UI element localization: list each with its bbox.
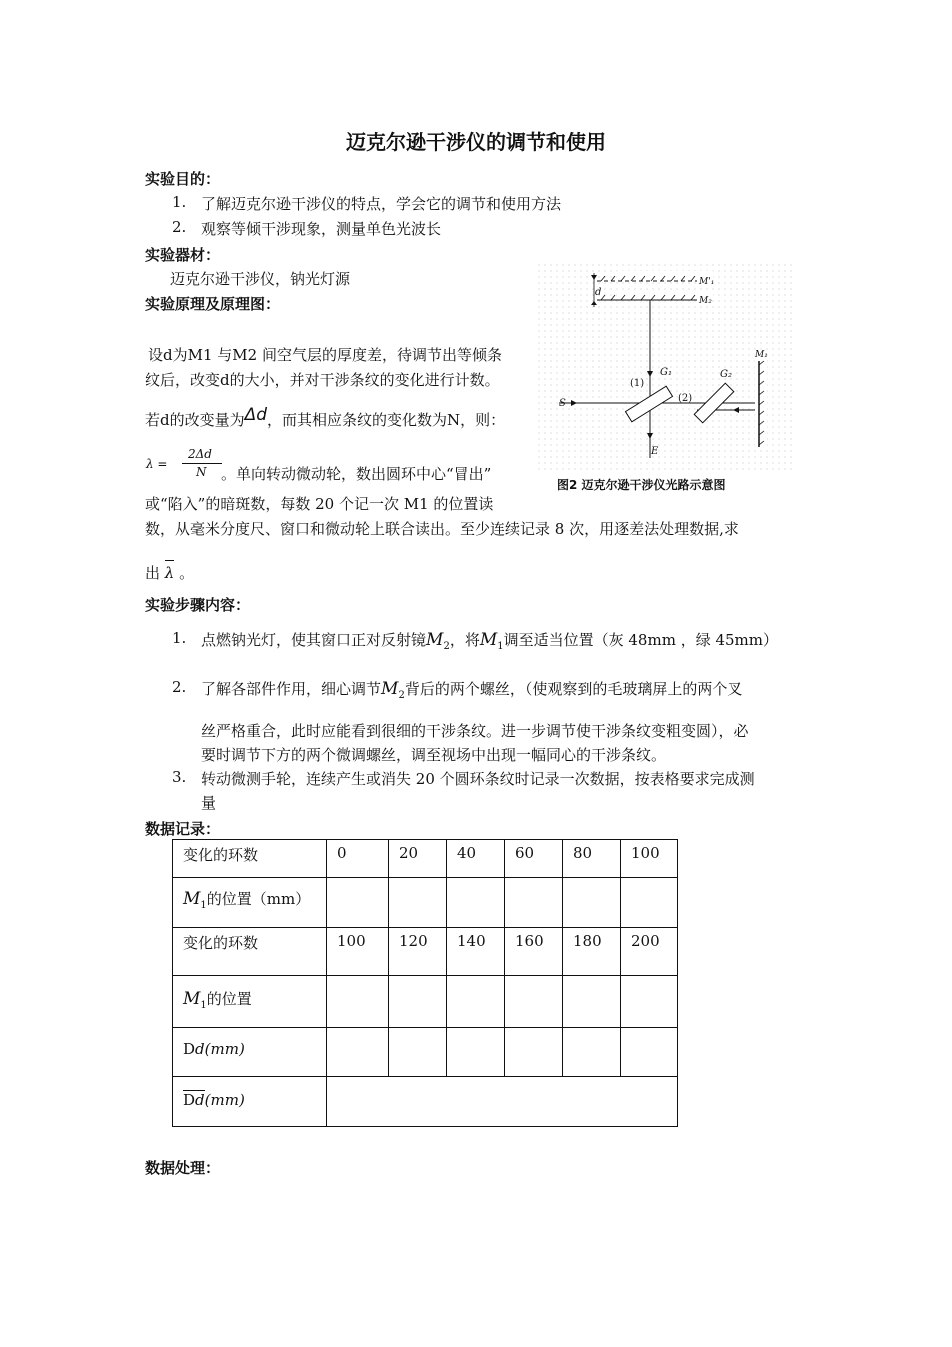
step-3-line-2: 量 bbox=[201, 794, 217, 812]
label-g2: G₂ bbox=[720, 369, 732, 380]
table-cell[interactable] bbox=[447, 976, 505, 1028]
purpose-item-2: 观察等倾干涉现象，测量单色光波长 bbox=[201, 220, 442, 238]
table-cell[interactable] bbox=[505, 878, 563, 928]
table-cell[interactable] bbox=[447, 878, 505, 928]
principle-line-5: 或“陷入”的暗斑数，每数 20 个记一次 M1 的位置读 bbox=[145, 495, 494, 513]
page-title: 迈克尔逊干涉仪的调节和使用 bbox=[346, 130, 606, 154]
label-m1-prime: M'₁ bbox=[699, 277, 715, 287]
label-e: E bbox=[651, 446, 659, 457]
table-row bbox=[173, 840, 678, 878]
purpose-item-2-num: 2. bbox=[172, 218, 187, 236]
row-label: $M_1$的位置（mm） bbox=[173, 878, 327, 928]
michelson-diagram bbox=[537, 263, 793, 495]
table-cell[interactable] bbox=[389, 878, 447, 928]
step-2-line-3: 要时调节下方的两个微调螺丝，调至视场中出现一幅同心的干涉条纹。 bbox=[201, 746, 667, 764]
table-cell[interactable] bbox=[327, 878, 389, 928]
table-row bbox=[173, 976, 678, 1028]
step-2-line-2: 丝严格重合，此时应能看到很细的干涉条纹。进一步调节使干涉条纹变粗变圆），必 bbox=[201, 722, 749, 740]
delta-d-symbol: Δd bbox=[244, 405, 268, 425]
table-row bbox=[173, 928, 678, 976]
table-cell: 100 bbox=[327, 928, 389, 976]
row-label: Dd(mm) bbox=[173, 1028, 327, 1077]
table-cell[interactable] bbox=[621, 1028, 678, 1077]
table-cell[interactable] bbox=[563, 1028, 621, 1077]
table-cell[interactable] bbox=[389, 1028, 447, 1077]
table-cell[interactable] bbox=[563, 976, 621, 1028]
table-cell[interactable] bbox=[563, 878, 621, 928]
lambda-bar-symbol: λ bbox=[165, 564, 175, 582]
table-row bbox=[173, 1028, 678, 1077]
table-cell[interactable] bbox=[621, 878, 678, 928]
step-2-text: 了解各部件作用，细心调节$M_2$背后的两个螺丝，（使观察到的毛玻璃屏上的两个叉 bbox=[201, 679, 743, 701]
equipment-text: 迈克尔逊干涉仪，钠光灯源 bbox=[170, 270, 351, 288]
step-3-line-1: 转动微测手轮，连续产生或消失 20 个圆环条纹时记录一次数据，按表格要求完成测 bbox=[201, 770, 755, 788]
purpose-heading: 实验目的： bbox=[145, 170, 221, 188]
table-row bbox=[173, 878, 678, 928]
record-heading: 数据记录： bbox=[145, 820, 221, 838]
table-cell: 80 bbox=[563, 840, 621, 878]
processing-heading: 数据处理： bbox=[145, 1159, 221, 1177]
label-d: d bbox=[595, 287, 602, 298]
label-m2: M₂ bbox=[699, 296, 712, 306]
step-2-num: 2. bbox=[172, 678, 187, 696]
table-cell: 20 bbox=[389, 840, 447, 878]
table-cell: 0 bbox=[327, 840, 389, 878]
table-cell[interactable] bbox=[621, 976, 678, 1028]
principle-line-2: 纹后，改变d的大小，并对干涉条纹的变化进行计数。 bbox=[145, 371, 500, 389]
step-3-num: 3. bbox=[172, 768, 187, 786]
principle-line-6: 数，从毫米分度尺、窗口和微动轮上联合读出。至少连续记录 8 次，用逐差法处理数据,求 bbox=[145, 520, 739, 538]
equipment-heading: 实验器材： bbox=[145, 246, 221, 264]
table-cell[interactable] bbox=[389, 976, 447, 1028]
row-label: 变化的环数 bbox=[173, 928, 327, 976]
table-cell: 100 bbox=[621, 840, 678, 878]
step-1-text: 点燃钠光灯，使其窗口正对反射镜$M_2$，将$M_1$调至适当位置（灰 48mm ，绿 45mm） bbox=[201, 630, 778, 652]
table-cell[interactable] bbox=[505, 1028, 563, 1077]
row-label: Dd(mm) bbox=[173, 1077, 327, 1127]
principle-line-4: 。单向转动微动轮，数出圆环中心“冒出” bbox=[221, 465, 492, 483]
row-label: 变化的环数 bbox=[173, 840, 327, 878]
table-cell: 160 bbox=[505, 928, 563, 976]
label-m1: M₁ bbox=[755, 350, 768, 360]
row-label: $M_1$的位置 bbox=[173, 976, 327, 1028]
label-s: S bbox=[559, 398, 566, 409]
table-cell[interactable] bbox=[327, 1077, 678, 1127]
steps-heading: 实验步骤内容： bbox=[145, 596, 251, 614]
table-cell: 120 bbox=[389, 928, 447, 976]
label-g1: G₁ bbox=[660, 367, 672, 378]
data-record-table bbox=[172, 839, 678, 1127]
table-cell: 40 bbox=[447, 840, 505, 878]
principle-line-3: 若d的改变量为Δd，而其相应条纹的变化数为N，则： bbox=[145, 405, 506, 429]
table-cell[interactable] bbox=[447, 1028, 505, 1077]
purpose-item-1-num: 1. bbox=[172, 193, 187, 211]
table-cell: 140 bbox=[447, 928, 505, 976]
table-cell: 200 bbox=[621, 928, 678, 976]
principle-heading: 实验原理及原理图： bbox=[145, 295, 281, 313]
table-cell[interactable] bbox=[327, 1028, 389, 1077]
purpose-item-1: 了解迈克尔逊干涉仪的特点，学会它的调节和使用方法 bbox=[201, 195, 562, 213]
label-path-2: (2) bbox=[678, 393, 693, 404]
principle-line-7: 出 λ 。 bbox=[145, 562, 194, 583]
step-1-num: 1. bbox=[172, 629, 187, 647]
table-cell[interactable] bbox=[327, 976, 389, 1028]
figure-caption: 图2 迈克尔逊干涉仪光路示意图 bbox=[557, 478, 726, 492]
principle-line-1: 设d为M1 与M2 间空气层的厚度差，待调节出等倾条 bbox=[148, 346, 502, 364]
table-cell[interactable] bbox=[505, 976, 563, 1028]
table-row bbox=[173, 1077, 678, 1127]
label-path-1: (1) bbox=[630, 378, 645, 389]
table-cell: 60 bbox=[505, 840, 563, 878]
mirror-m1 bbox=[755, 359, 767, 449]
table-cell: 180 bbox=[563, 928, 621, 976]
